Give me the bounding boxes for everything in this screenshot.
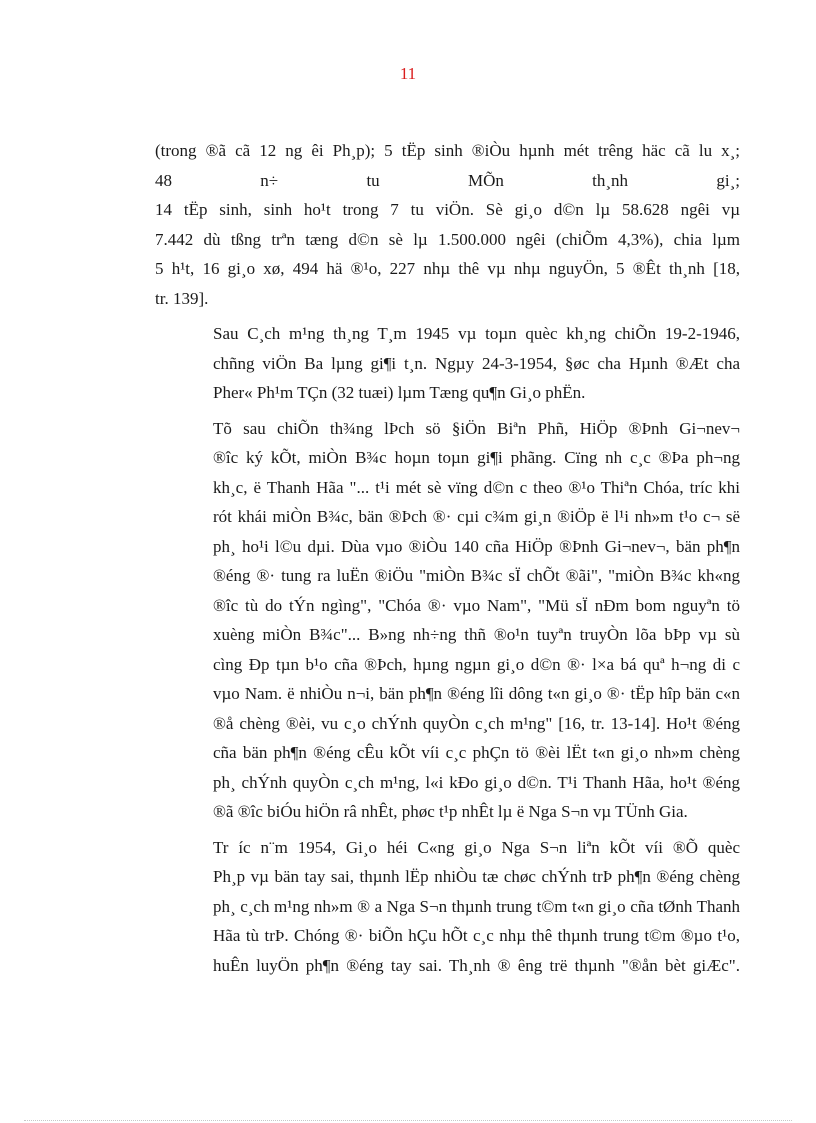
text-line: kh¸c, ë Thanh Hãa "... t¹i mét sè vïng d©n c theo ®¹o Thiªn Chóa, tríc khi bbox=[213, 477, 740, 497]
word: 48 bbox=[155, 170, 172, 190]
body-text bbox=[155, 136, 740, 980]
text-line: ®îc ký kÕt, miÒn B¾c hoµn toµn gi¶i phãng. Cïng nh c¸c ®Þa ph¬ng bbox=[213, 448, 740, 467]
paragraph-2 bbox=[155, 319, 740, 408]
page-number: 11 bbox=[399, 64, 417, 83]
text-line: ph¸ c¸ch m¹ng nh»m ® a Nga S¬n thµnh trung t©m t«n gi¸o cña tØnh Thanh bbox=[213, 896, 740, 916]
text-line: Ph¸p vµ bän tay sai, thµnh lËp nhiÒu tæ chøc chÝnh trÞ ph¶n ®éng chèng bbox=[213, 867, 740, 886]
text-line: ®îc tù do tÝn ngìng", "Chóa ®· vµo Nam", "Mü sÏ nÐm bom nguyªn tö bbox=[213, 595, 740, 615]
word: tu bbox=[366, 170, 380, 190]
word: MÕn bbox=[467, 170, 504, 190]
paragraph-4 bbox=[155, 833, 740, 981]
text-line: huÊn luyÖn ph¶n ®éng tay sai. Th¸nh ® êng trë thµnh "®ån bèt giÆc". bbox=[213, 955, 740, 975]
text-line: ®å chèng ®èi, vu c¸o chÝnh quyÒn c¸ch m¹ng" [16, tr. 13-14]. Ho¹t ®éng bbox=[213, 713, 740, 733]
text-line: ®ã ®îc biÓu hiÖn râ nhÊt, phøc t¹p nhÊt lµ ë Nga S¬n vµ TÜnh Gia. bbox=[213, 802, 688, 821]
text-line: cìng Ðp tµn b¹o cña ®Þch, hµng ngµn gi¸o d©n ®· l×a bá quª h¬ng di c bbox=[213, 654, 740, 674]
text-line: chñng viÖn Ba lµng gi¶i t¸n. Ngµy 24-3-1954, §øc cha Hµnh ®Æt cha bbox=[213, 353, 740, 373]
text-line: ph¸ chÝnh quyÒn c¸ch m¹ng, l«i kÐo gi¸o d©n. T¹i Thanh Hãa, ho¹t ®éng bbox=[213, 772, 740, 792]
text-line: 5 h¹t, 16 gi¸o xø, 494 hä ®¹o, 227 nhµ thê vµ nhµ nguyÖn, 5 ®Êt th¸nh [18, bbox=[155, 259, 740, 278]
text-line: ph¸ ho¹i l©u dµi. Dùa vµo ®iÒu 140 cña HiÖp ®Þnh Gi¬nev¬, bän ph¶n bbox=[213, 536, 740, 556]
page-bottom-divider bbox=[24, 1120, 792, 1121]
paragraph-1 bbox=[155, 136, 740, 313]
text-line: Tr íc n¨m 1954, Gi¸o héi C«ng gi¸o Nga S¬n liªn kÕt víi ®Õ quèc bbox=[213, 837, 740, 857]
word: gi¸; bbox=[716, 170, 740, 190]
text-line: cña bän ph¶n ®éng cÊu kÕt víi c¸c phÇn tö ®èi lËt t«n gi¸o nh»m chèng bbox=[213, 743, 740, 762]
text-line: Pher« Ph¹m TÇn (32 tuæi) lµm Tæng qu¶n Gi¸o phËn. bbox=[213, 383, 586, 402]
text-line: Tõ sau chiÕn th¾ng lÞch sö §iÖn Biªn Phñ, HiÖp ®Þnh Gi¬nev¬ bbox=[213, 418, 740, 438]
text-line: 14 tËp sinh, sinh ho¹t trong 7 tu viÖn. Sè gi¸o d©n lµ 58.628 ngêi vµ bbox=[155, 200, 740, 219]
text-line: tr. 139]. bbox=[155, 288, 209, 308]
text-line: Sau C¸ch m¹ng th¸ng T¸m 1945 vµ toµn quèc kh¸ng chiÕn 19-2-1946, bbox=[213, 324, 740, 343]
word: th¸nh bbox=[592, 170, 629, 190]
paragraph-3 bbox=[155, 414, 740, 827]
text-line: vµo Nam. ë nhiÒu n¬i, bän ph¶n ®éng lîi dông t«n gi¸o ®· tËp hîp bän c«n bbox=[213, 684, 740, 703]
word: n÷ bbox=[260, 170, 279, 190]
text-line-spread bbox=[155, 166, 740, 196]
text-line: ®éng ®· tung ra luËn ®iÖu "miÒn B¾c sÏ chÕt ®ãi", "miÒn B¾c kh«ng bbox=[213, 566, 740, 585]
text-line: xuèng miÒn B¾c"... B»ng nh÷ng thñ ®o¹n tuyªn truyÒn lõa bÞp vµ sù bbox=[213, 625, 740, 644]
text-line: 7.442 dù tßng trªn tæng d©n sè lµ 1.500.000 ngêi (chiÕm 4,3%), chia lµm bbox=[155, 229, 740, 249]
text-line: rót khái miÒn B¾c, bän ®Þch ®· cµi c¾m gi¸n ®iÖp ë l¹i nh»m t¹o c¬ së bbox=[213, 507, 740, 526]
text-line: Hãa tù trÞ. Chóng ®· biÕn hÇu hÕt c¸c nhµ thê thµnh trung t©m ®µo t¹o, bbox=[213, 926, 740, 945]
text-line: (trong ®ã cã 12 ng êi Ph¸p); 5 tËp sinh ®iÒu hµnh mét trêng häc cã lu x¸; bbox=[155, 141, 740, 160]
